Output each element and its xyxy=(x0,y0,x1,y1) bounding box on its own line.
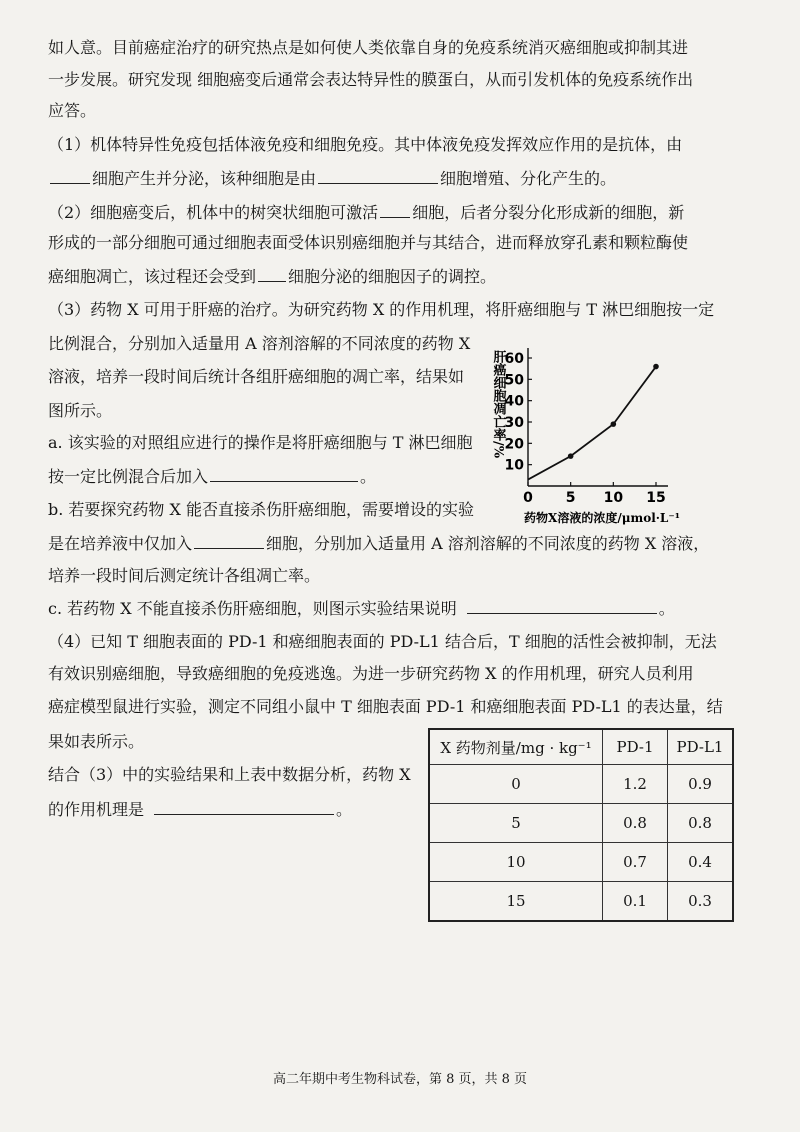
q3-line-1: （3）药物 X 可用于肝癌的治疗。为研究药物 X 的作用机理，将肝癌细胞与 T 淋巴细胞按一定 xyxy=(48,300,715,319)
q2-line-3 xyxy=(48,265,754,288)
q4-line-4: 果如表所示。 xyxy=(48,732,145,751)
q3-a-end: 。 xyxy=(360,467,377,486)
data-point xyxy=(653,364,659,370)
x-tick-label: 10 xyxy=(603,490,624,506)
q4-line-2: 有效识别癌细胞，导致癌细胞的免疫逃逸。为进一步研究药物 X 的作用机理，研究人员利用 xyxy=(48,664,694,683)
q2-text-c: 癌细胞凋亡，该过程还会受到 xyxy=(48,267,257,286)
q3-b-line-2 xyxy=(48,532,754,555)
q2-line-1 xyxy=(48,201,754,224)
data-point xyxy=(568,453,574,459)
chart-marks xyxy=(528,364,659,480)
table-cell: 0.8 xyxy=(668,804,734,843)
q4-text: 的作用机理是 xyxy=(48,800,145,819)
table-cell: 5 xyxy=(429,804,603,843)
answer-blank[interactable] xyxy=(154,798,334,815)
y-tick-label: 50 xyxy=(504,372,524,389)
answer-blank[interactable] xyxy=(258,265,286,282)
q1-line-2 xyxy=(48,167,754,190)
q4-line-6 xyxy=(48,798,420,821)
q2-text-b: 细胞，后者分裂分化形成新的细胞，新 xyxy=(412,203,685,222)
answer-blank[interactable] xyxy=(210,465,358,482)
y-tick-label: 30 xyxy=(504,415,524,431)
table-header-row xyxy=(429,729,733,765)
q3-b-text-b: 细胞，分别加入适量用 A 溶剂溶解的不同浓度的药物 X 溶液， xyxy=(266,534,710,553)
x-tick-label: 5 xyxy=(565,490,576,506)
q2-line-2: 形成的一部分细胞可通过细胞表面受体识别癌细胞并与其结合，进而释放穿孔素和颗粒酶使 xyxy=(48,233,689,252)
q3-b-line-1: b. 若要探究药物 X 能否直接杀伤肝癌细胞，需要增设的实验 xyxy=(48,500,474,519)
answer-blank[interactable] xyxy=(467,597,657,614)
apoptosis-line-chart xyxy=(484,340,704,530)
table-cell: 0.1 xyxy=(603,882,668,922)
q3-c-line xyxy=(48,597,754,620)
answer-blank[interactable] xyxy=(50,167,90,184)
q4-line-3: 癌症模型鼠进行实验，测定不同组小鼠中 T 细胞表面 PD-1 和癌细胞表面 PD-L1 的表达量，结 xyxy=(48,697,723,716)
data-point xyxy=(611,421,617,427)
q2-text-a: （2）细胞癌变后，机体中的树突状细胞可激活 xyxy=(48,203,379,222)
x-axis-label: 药物X溶液的浓度/μmol·L⁻¹ xyxy=(524,511,680,525)
table-cell: 10 xyxy=(429,843,603,882)
table-header-dose: X 药物剂量/mg · kg⁻¹ xyxy=(429,729,603,765)
table-cell: 0 xyxy=(429,765,603,804)
q3-c-end: 。 xyxy=(658,599,675,618)
table-row xyxy=(429,882,733,922)
q3-line-4: 图所示。 xyxy=(48,401,113,420)
q1-text-b: 细胞增殖、分化产生的。 xyxy=(440,169,617,188)
table-row xyxy=(429,804,733,843)
table-cell: 0.8 xyxy=(603,804,668,843)
chart-axes xyxy=(528,348,668,486)
answer-blank[interactable] xyxy=(318,167,438,184)
x-tick-label: 15 xyxy=(646,490,666,506)
table-cell: 0.9 xyxy=(668,765,734,804)
table-cell: 15 xyxy=(429,882,603,922)
q3-c-text: c. 若药物 X 不能直接杀伤肝癌细胞，则图示实验结果说明 xyxy=(48,599,457,618)
q1-line-1: （1）机体特异性免疫包括体液免疫和细胞免疫。其中体液免疫发挥效应作用的是抗体，由 xyxy=(48,135,683,154)
q3-line-3: 溶液，培养一段时间后统计各组肝癌细胞的凋亡率，结果如 xyxy=(48,367,465,386)
y-tick-label: 20 xyxy=(504,436,524,453)
q3-line-2: 比例混合，分别加入适量用 A 溶剂溶解的不同浓度的药物 X xyxy=(48,334,471,353)
q3-a-text: 按一定比例混合后加入 xyxy=(48,467,209,486)
table-cell: 1.2 xyxy=(603,765,668,804)
y-tick-label: 40 xyxy=(504,393,524,410)
table-cell: 0.4 xyxy=(668,843,734,882)
y-tick-label: 10 xyxy=(504,457,524,474)
q1-text-a: 细胞产生并分泌，该种细胞是由 xyxy=(92,169,317,188)
q3-b-text-a: 是在培养液中仅加入 xyxy=(48,534,193,553)
page-footer: 高二年期中考生物科试卷，第 8 页，共 8 页 xyxy=(272,1072,528,1087)
intro-line-3: 应答。 xyxy=(48,101,97,120)
table-cell: 0.7 xyxy=(603,843,668,882)
q4-line-5: 结合（3）中的实验结果和上表中数据分析，药物 X xyxy=(48,765,411,784)
table-header-pdl1: PD-L1 xyxy=(668,729,734,765)
pd-expression-table-wrap xyxy=(428,728,734,922)
intro-line-1: 如人意。目前癌症治疗的研究热点是如何使人类依靠自身的免疫系统消灭癌细胞或抑制其进 xyxy=(48,38,689,57)
intro-line-2: 一步发展。研究发现 细胞癌变后通常会表达特异性的膜蛋白，从而引发机体的免疫系统作出 xyxy=(48,70,694,89)
table-header-pd1: PD-1 xyxy=(603,729,668,765)
q3-a-line-1: a. 该实验的对照组应进行的操作是将肝癌细胞与 T 淋巴细胞 xyxy=(48,433,473,452)
answer-blank[interactable] xyxy=(194,532,264,549)
q4-end: 。 xyxy=(336,800,353,819)
q3-b-line-3: 培养一段时间后测定统计各组凋亡率。 xyxy=(48,566,321,585)
table-cell: 0.3 xyxy=(668,882,734,922)
x-tick-label: 0 xyxy=(523,490,533,506)
chart-labels xyxy=(491,349,680,525)
series-line xyxy=(528,367,656,480)
y-tick-label: 60 xyxy=(504,351,524,367)
table-row xyxy=(429,843,733,882)
q2-text-d: 细胞分泌的细胞因子的调控。 xyxy=(288,267,497,286)
q4-line-1: （4）已知 T 细胞表面的 PD-1 和癌细胞表面的 PD-L1 结合后，T 细胞的活性会被抑制，无法 xyxy=(48,632,717,651)
table-row xyxy=(429,765,733,804)
pd-expression-table xyxy=(428,728,734,922)
y-axis-label: 肝癌细胞凋亡率/% xyxy=(490,350,506,459)
answer-blank[interactable] xyxy=(380,201,410,218)
